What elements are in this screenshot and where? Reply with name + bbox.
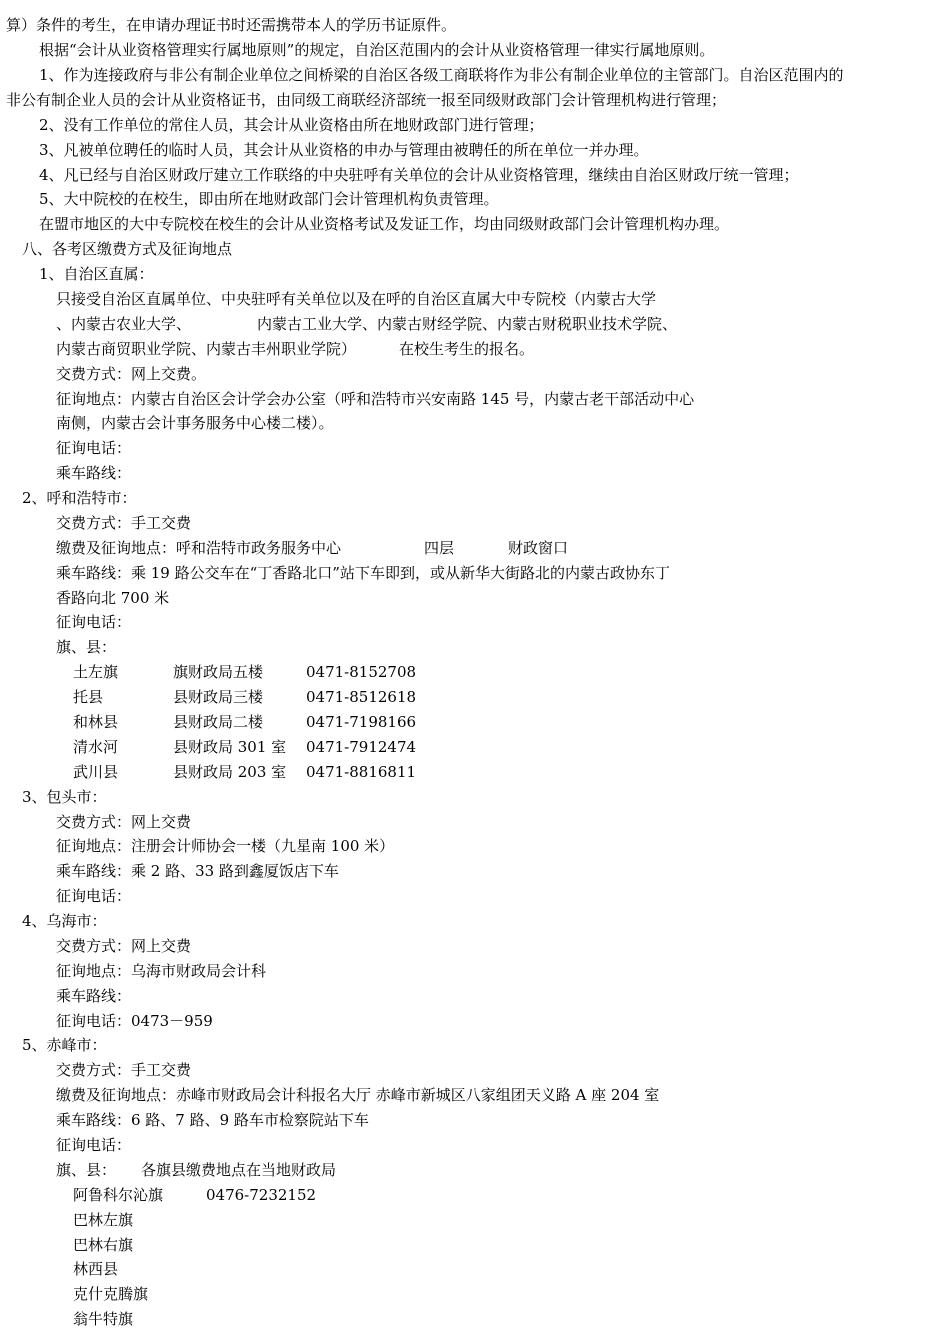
region-1-route: 乘车路线： [56, 464, 132, 482]
county-name: 阿鲁科尔沁旗 [73, 1186, 164, 1204]
region-1-scope-2a: 、内蒙古农业大学、 [56, 315, 192, 333]
county-phone: 0471-7912474 [306, 738, 417, 756]
county-phone: 0471-7198166 [306, 713, 417, 731]
region-1-scope-1: 只接受自治区直属单位、中央驻呼有关单位以及在呼的自治区直属大中专院校（内蒙古大学 [56, 290, 657, 308]
region-1-title: 1、自治区直属： [39, 265, 154, 283]
region-2-counties-label: 旗、县： [56, 638, 117, 656]
region-4-location: 征询地点：乌海市财政局会计科 [56, 962, 267, 980]
region-4-phone: 征询电话：0473－959 [56, 1012, 213, 1030]
county-phone: 0471-8816811 [306, 763, 417, 781]
region-5-payment: 交费方式：手工交费 [56, 1061, 192, 1079]
region-3-location: 征询地点：注册会计师协会一楼（九星南 100 米） [56, 837, 395, 855]
region-5-location: 缴费及征询地点：赤峰市财政局会计科报名大厅 赤峰市新城区八家组团天义路 A 座 204 室 [56, 1086, 660, 1104]
county-name: 克什克腾旗 [73, 1285, 149, 1303]
region-1-location-1: 征询地点：内蒙古自治区会计学会办公室（呼和浩特市兴安南路 145 号，内蒙古老干部活动中心 [56, 390, 695, 408]
region-2-title: 2、呼和浩特市： [22, 489, 137, 507]
region-1-scope-3b: 在校生考生的报名。 [399, 340, 535, 358]
region-3-payment: 交费方式：网上交费 [56, 813, 192, 831]
intro-line-4: 2、没有工作单位的常住人员，其会计从业资格由所在地财政部门进行管理； [39, 116, 544, 134]
county-phone: 0476-7232152 [206, 1186, 317, 1204]
region-4-payment: 交费方式：网上交费 [56, 937, 192, 955]
region-1-scope-2b: 内蒙古工业大学、内蒙古财经学院、内蒙古财税职业技术学院、 [257, 315, 678, 333]
region-2-route-2: 香路向北 700 米 [56, 589, 170, 607]
county-office: 县财政局三楼 [173, 688, 264, 706]
county-office: 县财政局二楼 [173, 713, 264, 731]
region-5-phone: 征询电话： [56, 1136, 132, 1154]
intro-line-6: 4、凡已经与自治区财政厅建立工作联络的中央驻呼有关单位的会计从业资格管理，继续由自治区财政厅统一管理； [39, 166, 799, 184]
county-name: 武川县 [73, 763, 119, 781]
region-2-location-c: 财政窗口 [508, 539, 569, 557]
region-5-route: 乘车路线：6 路、7 路、9 路车市检察院站下车 [56, 1111, 369, 1129]
intro-line-8: 在盟市地区的大中专院校在校生的会计从业资格考试及发证工作，均由同级财政部门会计管理机构办理。 [39, 215, 730, 233]
region-1-location-2: 南侧，内蒙古会计事务服务中心楼二楼）。 [56, 414, 334, 432]
intro-line-3b: 非公有制企业人员的会计从业资格证书，由同级工商联经济部统一报至同级财政部门会计管理机构进行管理； [6, 91, 727, 109]
intro-line-7: 5、大中院校的在校生，即由所在地财政部门会计管理机构负责管理。 [39, 190, 499, 208]
intro-line-2: 根据“会计从业资格管理实行属地原则”的规定，自治区范围内的会计从业资格管理一律实行属地原则。 [39, 41, 715, 59]
county-name: 翁牛特旗 [73, 1310, 134, 1328]
intro-line-5: 3、凡被单位聘任的临时人员，其会计从业资格的申办与管理由被聘任的所在单位一并办理。 [39, 141, 649, 159]
section-heading: 八、各考区缴费方式及征询地点 [22, 240, 233, 258]
county-name: 巴林左旗 [73, 1211, 134, 1229]
region-2-payment: 交费方式：手工交费 [56, 514, 192, 532]
county-name: 和林县 [73, 713, 119, 731]
region-1-phone: 征询电话： [56, 439, 132, 457]
region-4-route: 乘车路线： [56, 987, 132, 1005]
region-2-phone: 征询电话： [56, 613, 132, 631]
region-1-payment: 交费方式：网上交费。 [56, 365, 207, 383]
county-office: 县财政局 203 室 [173, 763, 287, 781]
region-5-counties-label: 旗、县： [56, 1161, 117, 1179]
region-5-title: 5、赤峰市： [22, 1036, 107, 1054]
county-name: 林西县 [73, 1260, 119, 1278]
county-name: 土左旗 [73, 663, 119, 681]
county-name: 巴林右旗 [73, 1236, 134, 1254]
region-3-route: 乘车路线：乘 2 路、33 路到鑫厦饭店下车 [56, 862, 339, 880]
intro-line-3a: 1、作为连接政府与非公有制企业单位之间桥梁的自治区各级工商联将作为非公有制企业单位的主管部门。自治区范围内的 [39, 66, 844, 84]
county-office: 县财政局 301 室 [173, 738, 287, 756]
county-phone: 0471-8152708 [306, 663, 417, 681]
county-name: 清水河 [73, 738, 119, 756]
region-2-location-b: 四层 [424, 539, 455, 557]
region-2-route-1: 乘车路线：乘 19 路公交车在“丁香路北口”站下车即到，或从新华大街路北的内蒙古政协东丁 [56, 564, 670, 582]
county-phone: 0471-8512618 [306, 688, 417, 706]
region-1-scope-3a: 内蒙古商贸职业学院、内蒙古丰州职业学院） [56, 340, 357, 358]
county-office: 旗财政局五楼 [173, 663, 264, 681]
region-3-phone: 征询电话： [56, 887, 132, 905]
region-4-title: 4、乌海市： [22, 912, 107, 930]
region-2-location-a: 缴费及征询地点：呼和浩特市政务服务中心 [56, 539, 342, 557]
region-5-counties-note: 各旗县缴费地点在当地财政局 [141, 1161, 337, 1179]
intro-line-1: 算）条件的考生，在申请办理证书时还需携带本人的学历书证原件。 [6, 16, 457, 34]
region-3-title: 3、包头市： [22, 788, 107, 806]
county-name: 托县 [73, 688, 104, 706]
